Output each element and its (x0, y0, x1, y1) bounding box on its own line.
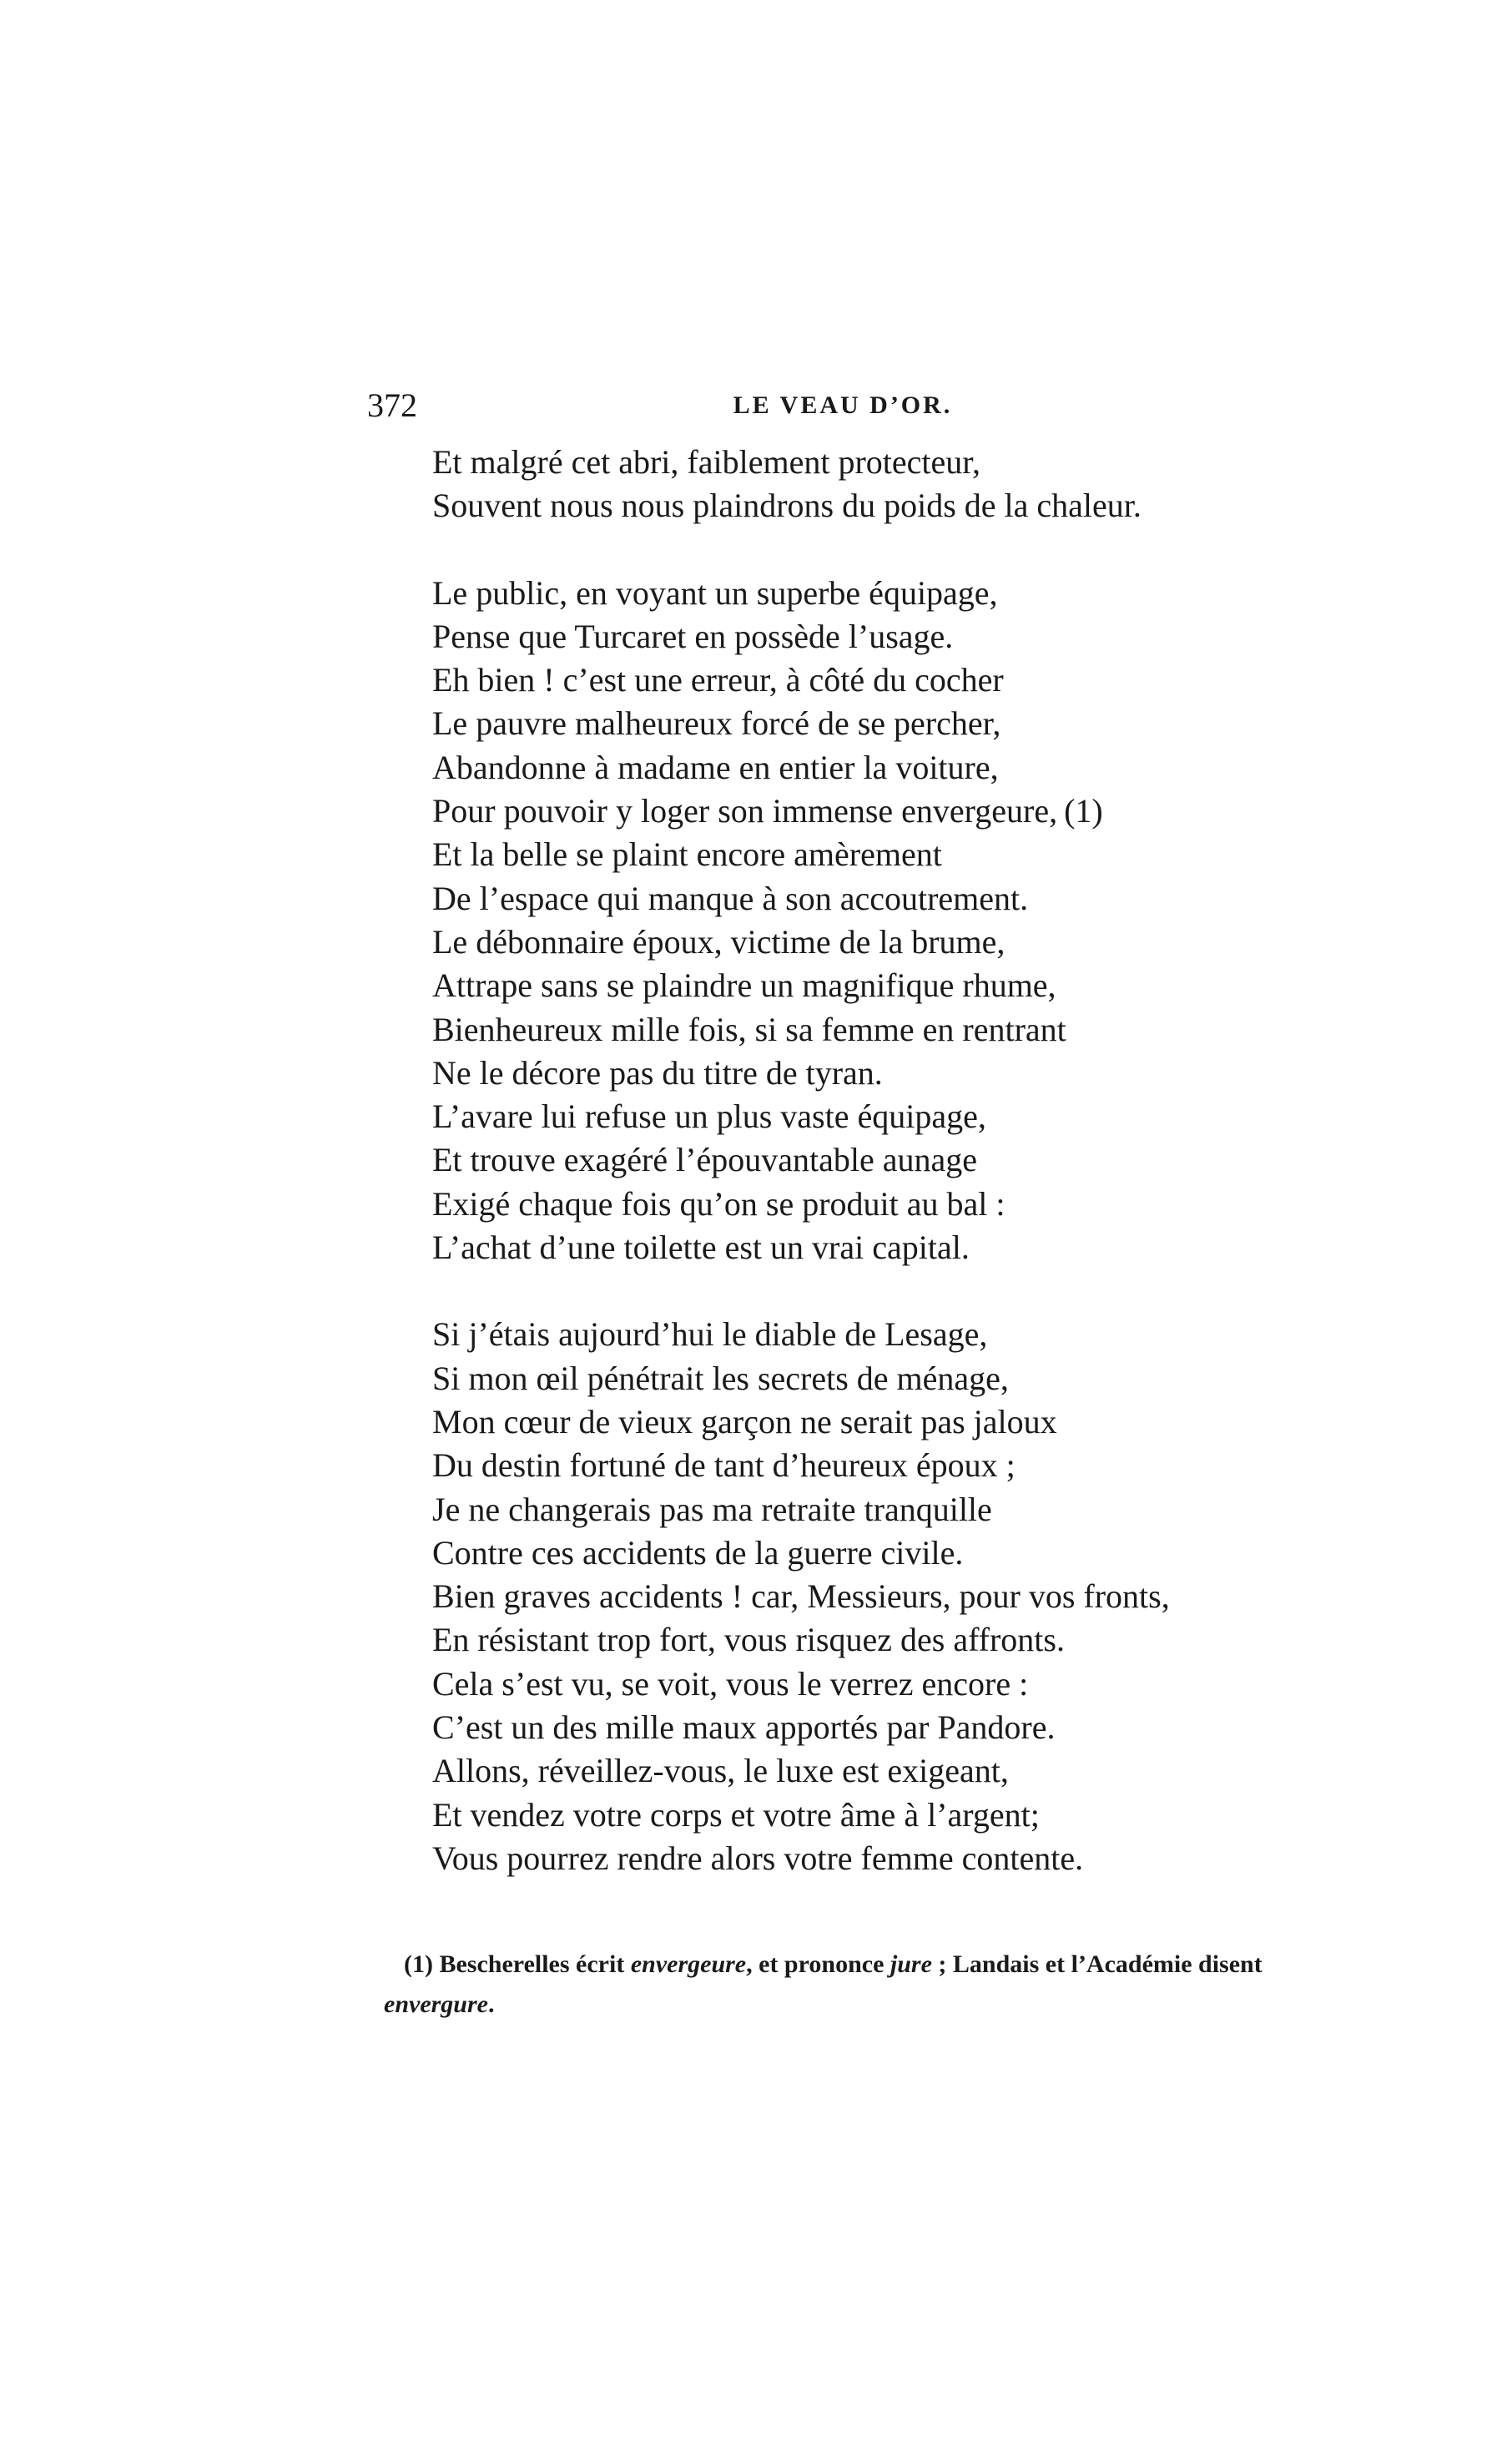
verse-line: Le public, en voyant un superbe équipage, (432, 573, 998, 612)
footnote (384, 1945, 1268, 2025)
verse-line: Du destin fortuné de tant d’heureux époux ; (432, 1446, 1016, 1485)
poem (432, 441, 1350, 1880)
verse-line: Et la belle se plaint encore amèrement (432, 835, 942, 874)
verse-line: Je ne changerais pas ma retraite tranquille (432, 1490, 992, 1528)
verse-line: Pense que Turcaret en possède l’usage. (432, 617, 954, 655)
verse-line-with-footnote (432, 790, 1350, 833)
verse-line: Cela s’est vu, se voit, vous le verrez encore : (432, 1664, 1029, 1703)
verse-line: Le pauvre malheureux forcé de se percher, (432, 704, 1001, 743)
verse-line: Attrape sans se plaindre un magnifique rhume, (432, 966, 1056, 1005)
verse-line: Mon cœur de vieux garçon ne serait pas jaloux (432, 1402, 1057, 1440)
verse-text: Pour pouvoir y loger son immense envergeure, (432, 792, 1058, 830)
running-title: LE VEAU D’OR. (733, 391, 953, 419)
verse-line: En résistant trop fort, vous risquez des affronts. (432, 1621, 1065, 1659)
running-head (367, 381, 1268, 431)
verse-line: Abandonne à madame en entier la voiture, (432, 748, 999, 786)
verse-line: Souvent nous nous plaindrons du poids de la chaleur. (432, 487, 1142, 525)
footnote-text: , et prononce (746, 1950, 890, 1978)
footnote-marker: (1) (404, 1950, 433, 1978)
footnote-text: . (487, 1990, 495, 2018)
verse-line: Et trouve exagéré l’épouvantable aunage (432, 1141, 978, 1179)
verse-line: Contre ces accidents de la guerre civile. (432, 1533, 964, 1572)
footnote-term: envergeure (630, 1950, 747, 1978)
verse-line: Si j’étais aujourd’hui le diable de Lesage, (432, 1315, 988, 1354)
footnote-reference: (1) (1064, 792, 1103, 830)
footnote-term: envergure (384, 1990, 488, 2018)
page-number: 372 (367, 386, 417, 424)
stanza-3 (432, 1313, 1350, 1880)
verse-line: De l’espace qui manque à son accoutrement. (432, 879, 1029, 917)
verse-line: Exigé chaque fois qu’on se produit au bal : (432, 1184, 1005, 1223)
verse-line: Vous pourrez rendre alors votre femme contente. (432, 1839, 1084, 1877)
verse-line: L’achat d’une toilette est un vrai capital. (432, 1229, 970, 1267)
verse-line: Le débonnaire époux, victime de la brume, (432, 922, 1005, 961)
verse-line: Bienheureux mille fois, si sa femme en rentrant (432, 1010, 1066, 1048)
verse-line: Si mon œil pénétrait les secrets de ménage, (432, 1359, 1009, 1397)
verse-line: L’avare lui refuse un plus vaste équipage, (432, 1097, 986, 1136)
verse-line: C’est un des mille maux apportés par Pandore. (432, 1708, 1056, 1747)
footnote-text: Bescherelles écrit (432, 1950, 631, 1978)
footnote-text: ; Landais et l’Académie disent (931, 1950, 1263, 1978)
verse-line: Et malgré cet abri, faiblement protecteur, (432, 443, 980, 481)
verse-line: Allons, réveillez-vous, le luxe est exigeant, (432, 1752, 1009, 1790)
verse-line: Bien graves accidents ! car, Messieurs, pour vos fronts, (432, 1577, 1170, 1616)
footnote-term: jure (890, 1950, 932, 1978)
verse-line: Et vendez votre corps et votre âme à l’argent; (432, 1795, 1040, 1834)
verse-line: Eh bien ! c’est une erreur, à côté du cocher (432, 661, 1004, 699)
stanza-2 (432, 572, 1350, 1270)
stanza-1 (432, 441, 1350, 528)
verse-line: Ne le décore pas du titre de tyran. (432, 1053, 883, 1092)
